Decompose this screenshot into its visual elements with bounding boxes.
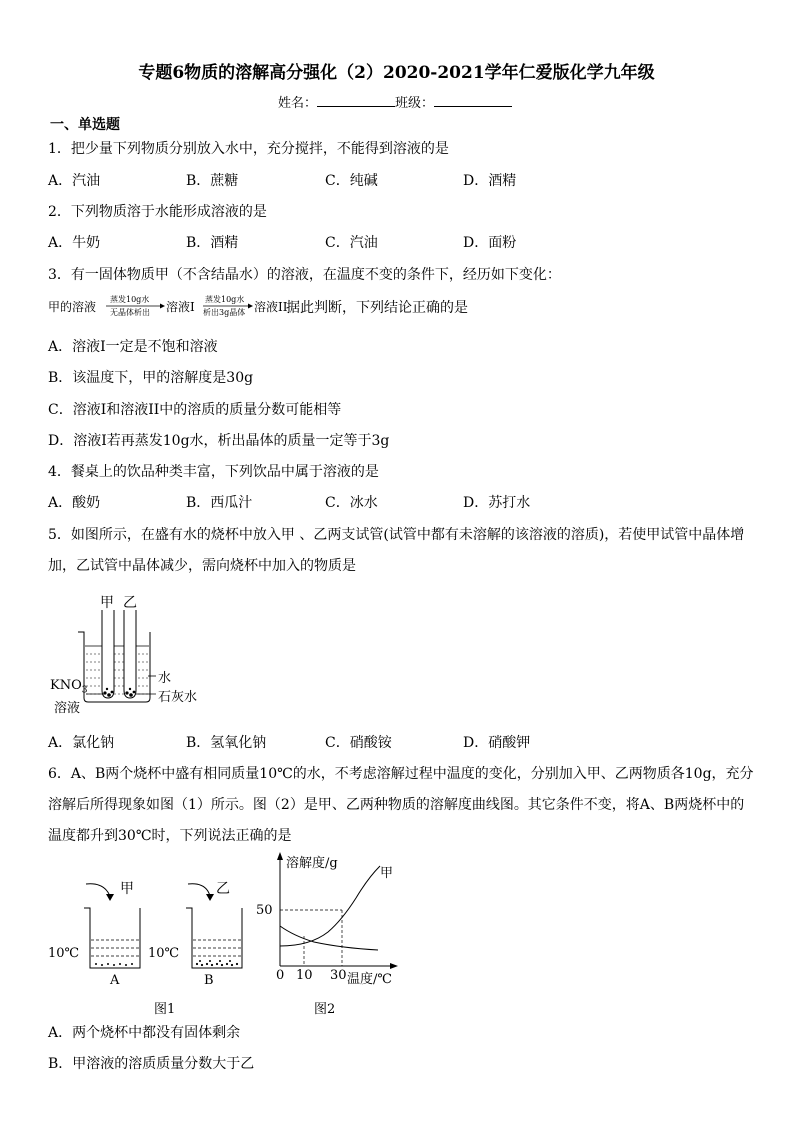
question-6-stem-line2: 溶解后所得现象如图（1）所示。图（2）是甲、乙两种物质的溶解度曲线图。其它条件不变，将A、B两烧杯中的	[48, 797, 745, 813]
kno3-label	[50, 678, 87, 696]
tube-jia-label: 甲	[100, 595, 114, 611]
kno3-subscript: 3	[81, 685, 88, 696]
q6-option-a[interactable]: A．两个烧杯中都没有固体剩余	[48, 1025, 241, 1041]
name-class-line	[278, 92, 512, 111]
fig1-jia-label: 甲	[120, 881, 134, 897]
fig2-ylabel: 溶解度/g	[286, 856, 338, 871]
q3-flow-mid: 溶液I	[166, 300, 195, 314]
q3-option-b[interactable]: B．该温度下，甲的溶解度是30g	[48, 370, 254, 386]
q4-option-d[interactable]: D．苏打水	[463, 495, 531, 511]
fig2-xlabel: 温度/℃	[347, 972, 392, 987]
q3-option-a[interactable]: A．溶液I一定是不饱和溶液	[48, 339, 218, 355]
fig1-caption: 图1	[154, 1002, 176, 1017]
q2-option-b[interactable]: B．酒精	[186, 235, 239, 251]
q3-arrow2-bottom: 析出3g晶体	[203, 308, 246, 317]
q3-arrow2-top: 蒸发10g水	[205, 295, 245, 304]
q6-figure-2	[256, 850, 410, 1018]
q3-option-d[interactable]: D．溶液I若再蒸发10g水，析出晶体的质量一定等于3g	[48, 433, 390, 449]
question-6-stem-line1: 6．A、B两个烧杯中盛有相同质量10℃的水，不考虑溶解过程中温度的变化，分别加入甲、乙两物质各10g，充分	[48, 766, 754, 782]
q3-flow-start: 甲的溶液	[48, 300, 97, 314]
q4-option-b[interactable]: B．西瓜汁	[186, 495, 253, 511]
q3-option-c[interactable]: C．溶液I和溶液II中的溶质的质量分数可能相等	[48, 402, 342, 418]
q1-option-b[interactable]: B．蔗糖	[186, 173, 239, 189]
q2-option-c[interactable]: C．汽油	[325, 235, 378, 251]
fig2-xtick-10: 10	[296, 968, 313, 983]
section-title: 一、单选题	[50, 117, 120, 133]
question-2-stem: 2．下列物质溶于水能形成溶液的是	[48, 204, 267, 220]
fig1-beaker-a-label: A	[110, 973, 120, 988]
name-label: 姓名：	[278, 96, 318, 111]
question-3-stem: 3．有一固体物质甲（不含结晶水）的溶液，在温度不变的条件下，经历如下变化：	[48, 267, 561, 283]
fig2-xtick-0: 0	[276, 968, 285, 983]
question-1-stem: 1．把少量下列物质分别放入水中，充分搅拌，不能得到溶液的是	[48, 141, 449, 157]
fig1-temp-a: 10℃	[48, 946, 80, 961]
question-4-stem: 4．餐桌上的饮品种类丰富，下列饮品中属于溶液的是	[48, 464, 379, 480]
q5-option-a[interactable]: A．氯化钠	[48, 735, 115, 751]
q5-option-d[interactable]: D．硝酸钾	[463, 735, 531, 751]
q5-figure	[48, 590, 228, 720]
question-5-stem-line1: 5．如图所示，在盛有水的烧杯中放入甲 、乙两支试管(试管中都有未溶解的该溶液的溶质)，若使甲试管中晶体增	[48, 527, 745, 543]
q2-option-a[interactable]: A．牛奶	[48, 235, 101, 251]
q6-figure-1	[44, 868, 254, 1018]
fig1-beaker-b-label: B	[204, 973, 214, 988]
solution-label: 溶液	[54, 701, 81, 716]
tube-yi-label: 乙	[123, 595, 137, 611]
name-blank[interactable]	[317, 94, 395, 107]
question-5-stem-line2: 加，乙试管中晶体减少，需向烧杯中加入的物质是	[48, 558, 356, 574]
q3-arrow1-bottom: 无晶体析出	[110, 308, 150, 317]
fig2-curve-label: 甲	[380, 866, 394, 881]
q5-option-c[interactable]: C．硝酸铵	[325, 735, 392, 751]
class-label: 班级：	[395, 96, 435, 111]
q2-option-d[interactable]: D．面粉	[463, 235, 517, 251]
fig1-temp-b: 10℃	[148, 946, 180, 961]
q1-option-c[interactable]: C．纯碱	[325, 173, 378, 189]
class-blank[interactable]	[434, 94, 512, 107]
water-label: 水	[158, 671, 172, 686]
q1-option-d[interactable]: D．酒精	[463, 173, 517, 189]
fig1-yi-label: 乙	[216, 881, 230, 897]
q5-option-b[interactable]: B．氢氧化钠	[186, 735, 267, 751]
q1-option-a[interactable]: A．汽油	[48, 173, 101, 189]
question-6-stem-line3: 温度都升到30℃时，下列说法正确的是	[48, 828, 292, 844]
kno3-text: KNO	[50, 678, 82, 693]
limewater-label: 石灰水	[158, 690, 198, 705]
q6-option-b[interactable]: B．甲溶液的溶质质量分数大于乙	[48, 1056, 255, 1072]
q4-option-a[interactable]: A．酸奶	[48, 495, 101, 511]
fig2-xtick-30: 30	[330, 968, 347, 983]
q4-option-c[interactable]: C．冰水	[325, 495, 378, 511]
q3-flow-tail: 据此判断，下列结论正确的是	[286, 300, 468, 316]
q3-flow-end: 溶液II	[254, 300, 288, 314]
fig2-caption: 图2	[314, 1002, 336, 1017]
fig2-ytick-50: 50	[256, 903, 273, 918]
page-title: 专题6物质的溶解高分强化（2）2020-2021学年仁爱版化学九年级	[138, 63, 655, 83]
q3-arrow1-top: 蒸发10g水	[110, 295, 150, 304]
